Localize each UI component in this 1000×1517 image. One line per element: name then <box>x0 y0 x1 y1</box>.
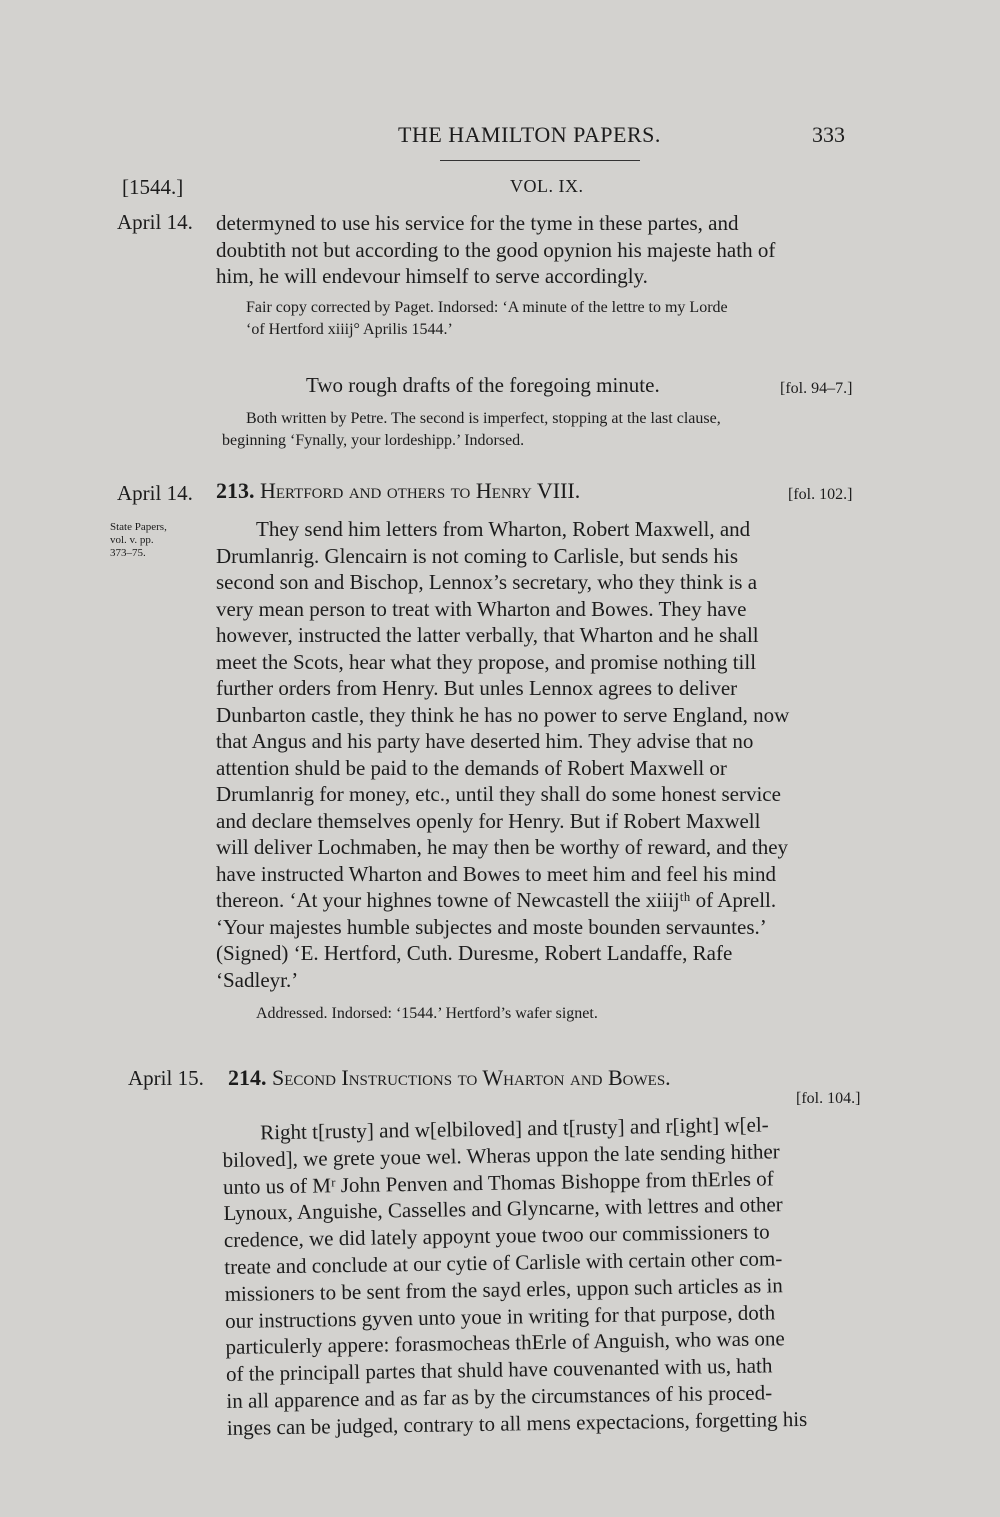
body-line: and declare themselves openly for Henry. But if Robert Maxwell <box>216 808 761 833</box>
note-line: beginning ‘Fynally, your lordeshipp.’ Indorsed. <box>222 432 525 449</box>
header-rule <box>440 160 640 161</box>
body-line: inges can be judged, contrary to all mens expectacions, forgetting his <box>226 1406 808 1440</box>
body-line: ‘Your majestes humble subjectes and moste bounden servauntes.’ <box>216 914 767 939</box>
body-line: in all apparence and as far as by the circumstances of his proced- <box>226 1380 773 1413</box>
body-line: particulerly appere: forasmocheas thErle of Anguish, who was one <box>225 1326 785 1360</box>
drafts-title: Two rough drafts of the foregoing minute. <box>306 373 660 397</box>
body-line: Drumlanrig. Glencairn is not coming to Carlisle, but sends his <box>216 543 739 568</box>
page-number: 333 <box>812 122 845 147</box>
body-line: very mean person to treat with Wharton and Bowes. They have <box>216 596 747 621</box>
entry-body <box>222 1111 807 1442</box>
entry-number: 213. <box>216 478 255 503</box>
body-line: Drumlanrig for money, etc., until they shall do some honest service <box>216 782 781 806</box>
note-line: ‘of Hertford xiiij° Aprilis 1544.’ <box>246 321 453 338</box>
body-line: will deliver Lochmaben, he may then be worthy of reward, and they <box>216 835 789 859</box>
note-line: Both written by Petre. The second is imperfect, stopping at the last clause, <box>246 410 721 427</box>
drafts-note <box>222 408 721 452</box>
margin-line: State Papers, <box>110 521 167 533</box>
body-line: that Angus and his party have deserted him. They advise that no <box>216 729 754 753</box>
note-line: Fair copy corrected by Paget. Indorsed: ‘A minute of the lettre to my Lorde <box>246 299 728 316</box>
body-line: unto us of Mʳ John Penven and Thomas Bishoppe from thErles of <box>222 1165 774 1199</box>
body-line: treate and conclude at our cytie of Carlisle with certain other com- <box>224 1246 783 1279</box>
entry-date: April 14. <box>117 481 193 505</box>
entry-title: Second Instructions to Wharton and Bowes. <box>272 1065 671 1090</box>
body-line: thereon. ‘At your highnes towne of Newcastell the xiiijᵗʰ of Aprell. <box>216 888 777 912</box>
body-line: however, instructed the latter verbally, that Wharton and he shall <box>216 623 759 647</box>
body-line: second son and Bischop, Lennox’s secretary, who they think is a <box>216 570 758 594</box>
body-line: attention shuld be paid to the demands of Robert Maxwell or <box>216 755 727 780</box>
year-label: [1544.] <box>122 175 184 199</box>
body-line: further orders from Henry. But unles Lennox agrees to deliver <box>216 676 738 700</box>
body-line: credence, we did lately appoynt youe twoo our commissioners to <box>223 1219 770 1253</box>
folio-reference: [fol. 102.] <box>788 486 853 503</box>
body-line: They send him letters from Wharton, Robert Maxwell, and <box>256 517 751 541</box>
entry-heading <box>228 1065 671 1091</box>
folio-reference: [fol. 94–7.] <box>780 380 853 397</box>
body-line: meet the Scots, hear what they propose, and promise nothing till <box>216 649 757 674</box>
entry-date: April 15. <box>128 1066 204 1090</box>
margin-line: 373–75. <box>110 547 146 559</box>
volume-label: VOL. IX. <box>510 176 584 196</box>
body-line: have instructed Wharton and Bowes to meet him and feel his mind <box>216 861 777 886</box>
body-line: Dunbarton castle, they think he has no power to serve England, now <box>216 702 790 727</box>
entry-body <box>216 210 775 290</box>
body-line: our instructions gyven unto youe in writing for that purpose, doth <box>224 1299 776 1333</box>
entry-note: Addressed. Indorsed: ‘1544.’ Hertford’s wafer signet. <box>256 1005 598 1022</box>
body-line: Right t[rusty] and w[elbiloved] and t[rusty] and r[ight] w[el- <box>260 1112 769 1145</box>
body-line: ‘Sadleyr.’ <box>216 967 299 992</box>
entry-title: Hertford and others to Henry VIII. <box>260 478 581 503</box>
margin-line: vol. v. pp. <box>110 534 154 546</box>
folio-reference: [fol. 104.] <box>796 1090 861 1107</box>
body-line: (Signed) ‘E. Hertford, Cuth. Duresme, Robert Landaffe, Rafe <box>216 941 733 965</box>
body-line: doubtith not but according to the good opynion his majeste hath of <box>216 237 776 262</box>
entry-number: 214. <box>228 1065 267 1090</box>
body-line: biloved], we grete youe wel. Wheras uppon the late sending hither <box>222 1139 780 1172</box>
body-line: of the principall partes that shuld have couvenanted with us, hath <box>225 1353 773 1387</box>
entry-body <box>216 516 789 993</box>
entry-note <box>246 297 728 341</box>
margin-reference <box>110 521 167 560</box>
entry-date: April 14. <box>117 210 193 234</box>
body-line: determyned to use his service for the tyme in these partes, and <box>216 211 739 235</box>
running-title: THE HAMILTON PAPERS. <box>398 122 661 147</box>
body-line: Lynoux, Anguishe, Casselles and Glyncarne, with lettres and other <box>223 1192 783 1226</box>
body-line: missioners to be sent from the sayd erles, uppon such articles as in <box>224 1272 783 1306</box>
body-line: him, he will endevour himself to serve accordingly. <box>216 264 648 288</box>
entry-heading <box>216 478 580 504</box>
